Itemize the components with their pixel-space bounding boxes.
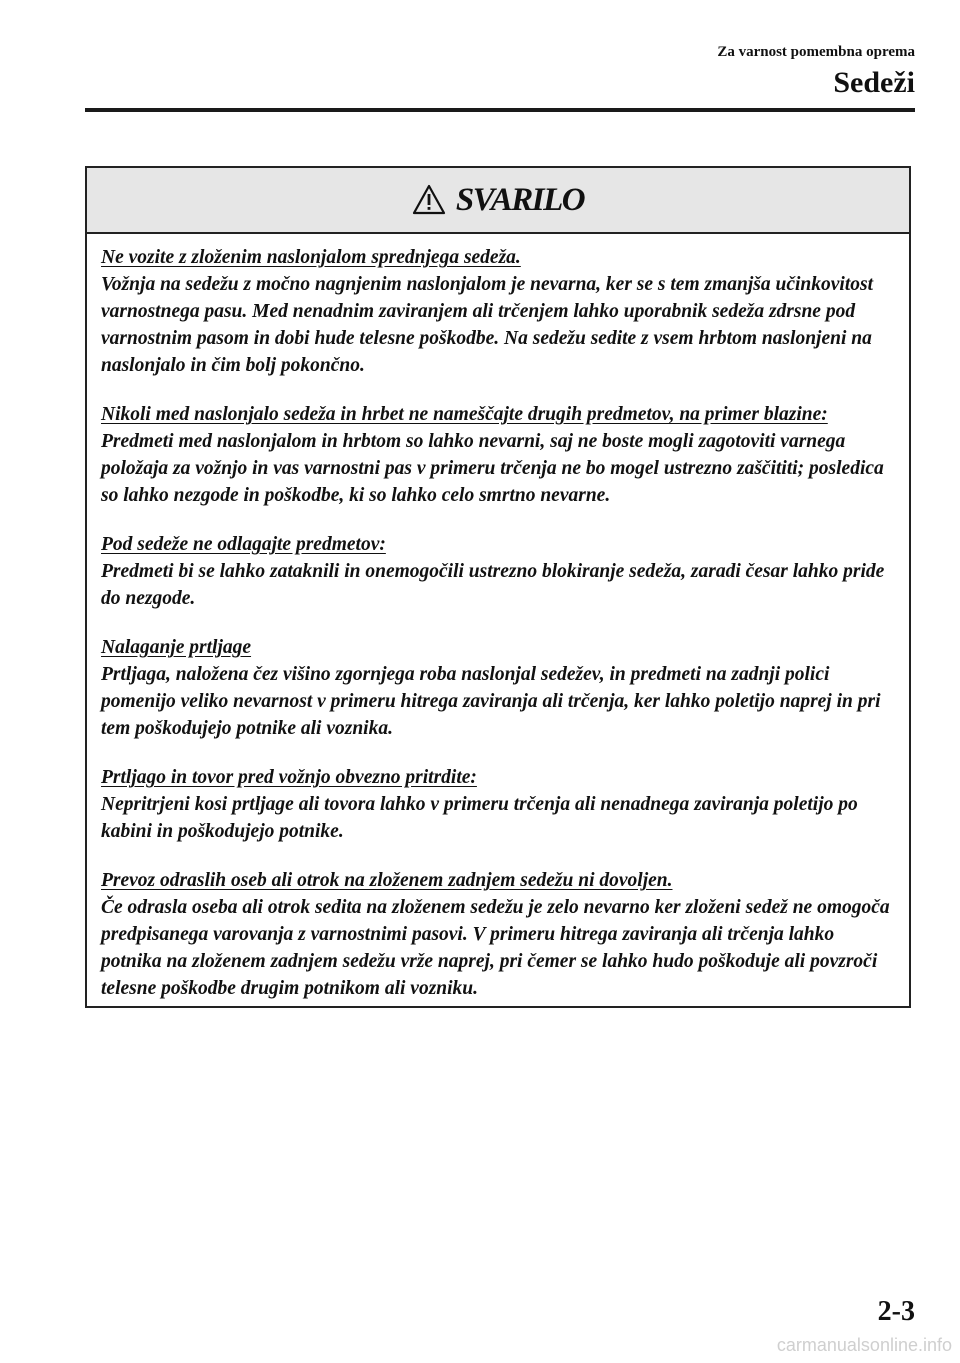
warning-block-text: Če odrasla oseba ali otrok sedita na zloženem sedežu je zelo nevarno ker zloženi sedež ne omogoča predpisanega varovanja z varnostnimi pasovi. V primeru hitrega zaviranja ali trčenja lahko potnika na zloženem zadnjem sedežu vrže naprej, pri čemer se lahko hudo poškoduje ali povzroči telesne poškodbe drugim potnikom ali vozniku.	[101, 897, 890, 999]
warning-box	[85, 166, 911, 1008]
warning-block	[101, 634, 895, 742]
watermark-link[interactable]: carmanualsonline.info	[776, 1335, 952, 1355]
warning-block	[101, 244, 895, 379]
warning-block-text: Predmeti bi se lahko zataknili in onemogočili ustrezno blokiranje sedeža, zaradi česar lahko pride do nezgode.	[101, 561, 885, 609]
warning-block	[101, 867, 895, 1002]
warning-block	[101, 531, 895, 612]
warning-block-text: Predmeti med naslonjalom in hrbtom so lahko nevarni, saj ne boste mogli zagotoviti varnega položaja za vožnjo in vas varnostni pas v primeru trčenja ne bo mogel ustrezno zaščititi; posledica so lahko nezgode in poškodbe, ki so lahko celo smrtno nevarne.	[101, 431, 884, 506]
warning-block	[101, 401, 895, 509]
warning-triangle-icon	[412, 184, 446, 216]
warning-title: SVARILO	[455, 181, 585, 218]
warning-block-heading: Ne vozite z zloženim naslonjalom sprednjega sedeža.	[101, 247, 521, 268]
warning-block-heading: Nalaganje prtljage	[101, 637, 252, 658]
warning-block-heading: Prevoz odraslih oseb ali otrok na zloženem zadnjem sedežu ni dovoljen.	[101, 870, 673, 891]
header-section-label: Za varnost pomembna oprema	[717, 44, 915, 60]
header-divider	[85, 108, 915, 112]
warning-block-text: Vožnja na sedežu z močno nagnjenim naslonjalom je nevarna, ker se s tem zmanjša učinkovitost varnostnega pasu. Med nenadnim zaviranjem ali trčenjem lahko uporabnik sedeža zdrsne pod varnostnim pasom in dobi hude telesne poškodbe. Na sedežu sedite z vsem hrbtom naslonjeni na naslonjalo in čim bolj pokončno.	[101, 274, 873, 376]
warning-block-heading: Nikoli med naslonjalo sedeža in hrbet ne nameščajte drugih predmetov, na primer blazine:	[101, 404, 828, 425]
warning-block-text: Prtljaga, naložena čez višino zgornjega roba naslonjal sedežev, in predmeti na zadnji polici pomenijo veliko nevarnost v primeru hitrega zaviranja ali trčenja, ker lahko poletijo naprej in pri tem poškodujejo potnike ali voznika.	[101, 664, 881, 739]
warning-body	[87, 234, 909, 1002]
warning-header	[87, 168, 909, 234]
warning-block-heading: Pod sedeže ne odlagajte predmetov:	[101, 534, 386, 555]
warning-block	[101, 764, 895, 845]
warning-block-text: Nepritrjeni kosi prtljage ali tovora lahko v primeru trčenja ali nenadnega zaviranja poletijo po kabini in poškodujejo potnike.	[101, 794, 858, 842]
page-number: 2-3	[877, 1296, 915, 1327]
warning-block-heading: Prtljago in tovor pred vožnjo obvezno pritrdite:	[101, 767, 477, 788]
page-title: Sedeži	[833, 66, 915, 99]
